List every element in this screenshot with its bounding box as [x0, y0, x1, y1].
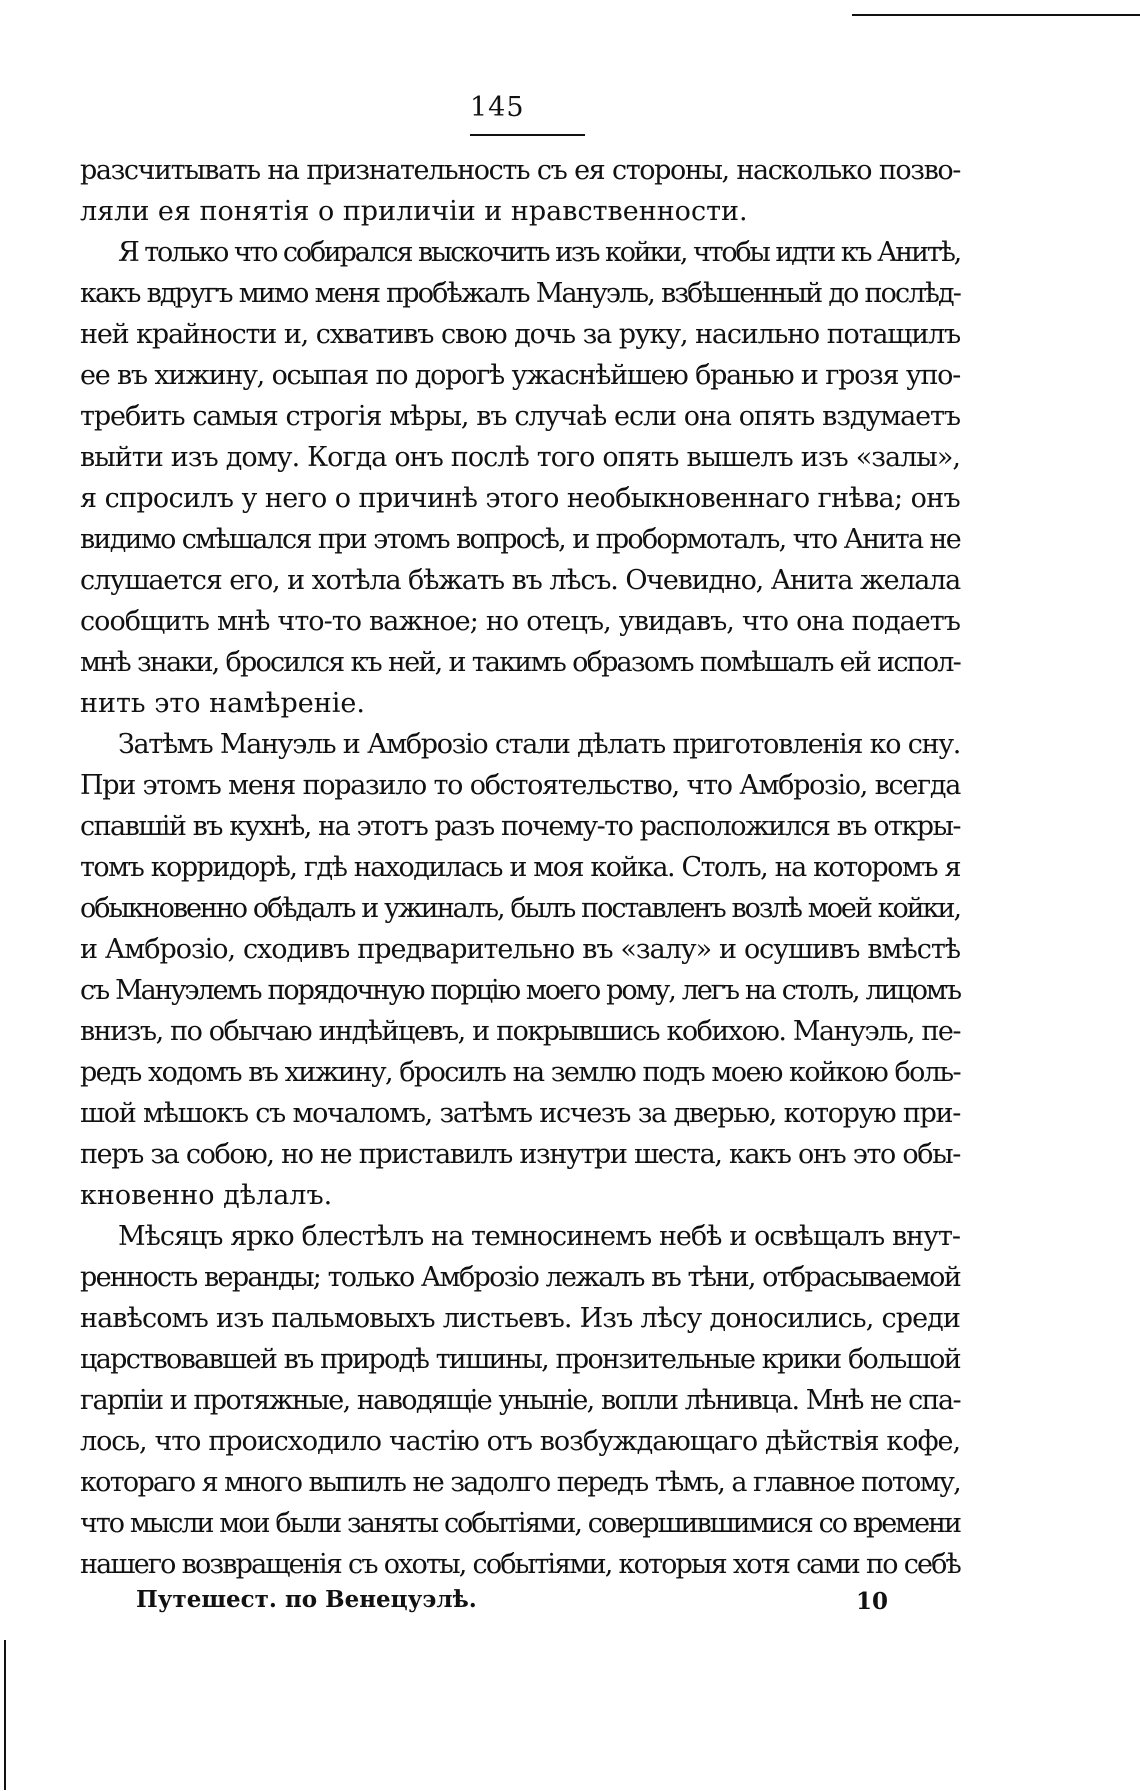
text-line: съ Мануэлемъ порядочную порцію моего рому, легъ на столъ, лицомъ	[80, 975, 960, 1006]
text-line: слушается его, и хотѣла бѣжать въ лѣсъ. Очевидно, Анита желала	[80, 565, 960, 596]
text-line: и Амброзіо, сходивъ предварительно въ «залу» и осушивъ вмѣстѣ	[80, 934, 960, 965]
text-line: При этомъ меня поразило то обстоятельство, что Амброзіо, всегда	[80, 770, 960, 801]
paragraph	[80, 150, 960, 232]
text-line: какъ вдругъ мимо меня пробѣжалъ Мануэль, взбѣшенный до послѣд-	[80, 278, 960, 309]
text-line: Затѣмъ Мануэль и Амброзіо стали дѣлать приготовленія ко сну.	[118, 729, 960, 760]
text-line: царствовавшей въ природѣ тишины, пронзительные крики большой	[80, 1344, 960, 1375]
text-line: редъ ходомъ въ хижину, бросилъ на землю подъ моею койкою боль-	[80, 1057, 960, 1088]
paragraph	[80, 724, 960, 1216]
text-line: шой мѣшокъ съ мочаломъ, затѣмъ исчезъ за дверью, которую при-	[80, 1098, 960, 1129]
text-line: спавшій въ кухнѣ, на этотъ разъ почему-то расположился въ откры-	[80, 811, 960, 842]
scan-edge-left	[4, 1640, 6, 1790]
text-line: видимо смѣшался при этомъ вопросѣ, и пробормоталъ, что Анита не	[80, 524, 960, 555]
running-footer-title: Путешест. по Венецуэлѣ.	[136, 1586, 477, 1613]
text-line: я спросилъ у него о причинѣ этого необыкновеннаго гнѣва; онъ	[80, 483, 960, 514]
paragraph	[80, 232, 960, 724]
text-line: ее въ хижину, осыпая по дорогѣ ужаснѣйшею бранью и грозя упо-	[80, 360, 960, 391]
text-line: сообщить мнѣ что-то важное; но отецъ, увидавъ, что она подаетъ	[80, 606, 960, 637]
text-line: мнѣ знаки, бросился къ ней, и такимъ образомъ помѣшалъ ей испол-	[80, 647, 960, 678]
text-line: навѣсомъ изъ пальмовыхъ листьевъ. Изъ лѣсу доносились, среди	[80, 1303, 960, 1334]
text-line: обыкновенно обѣдалъ и ужиналъ, былъ поставленъ возлѣ моей койки,	[80, 893, 960, 924]
text-line: гарпіи и протяжные, наводящіе уныніе, вопли лѣнивца. Мнѣ не спа-	[80, 1385, 960, 1416]
text-line: нить это намѣреніе.	[80, 688, 365, 719]
text-line: разсчитывать на признательность съ ея стороны, насколько позво-	[80, 155, 960, 186]
text-line: выйти изъ дому. Когда онъ послѣ того опять вышелъ изъ «залы»,	[80, 442, 960, 473]
text-line: перъ за собою, но не приставилъ изнутри шеста, какъ онъ это обы-	[80, 1139, 960, 1170]
text-line: кновенно дѣлалъ.	[80, 1180, 333, 1211]
page-number: 145	[470, 92, 525, 123]
text-line: ляли ея понятія о приличіи и нравственности.	[80, 196, 748, 227]
text-line: требить самыя строгія мѣры, въ случаѣ если она опять вздумаетъ	[80, 401, 960, 432]
text-line: что мысли мои были заняты событіями, совершившимися со времени	[80, 1508, 960, 1539]
scan-edge-top-right	[852, 14, 1140, 16]
signature-mark: 10	[856, 1588, 889, 1615]
text-line: томъ корридорѣ, гдѣ находилась и моя койка. Столъ, на которомъ я	[80, 852, 960, 883]
text-line: ренность веранды; только Амброзіо лежалъ въ тѣни, отбрасываемой	[80, 1262, 960, 1293]
text-line: ней крайности и, схвативъ свою дочь за руку, насильно потащилъ	[80, 319, 960, 350]
text-line: Мѣсяцъ ярко блестѣлъ на темносинемъ небѣ и освѣщалъ внут-	[118, 1221, 960, 1252]
text-line: Я только что собирался выскочить изъ койки, чтобы идти къ Анитѣ,	[118, 237, 960, 268]
text-line: нашего возвращенія съ охоты, событіями, которыя хотя сами по себѣ	[80, 1549, 960, 1580]
text-line: внизъ, по обычаю индѣйцевъ, и покрывшись кобихою. Мануэль, пе-	[80, 1016, 960, 1047]
body-text	[80, 150, 960, 1585]
text-line: лось, что происходило частію отъ возбуждающаго дѣйствія кофе,	[80, 1426, 960, 1457]
text-line: котораго я много выпилъ не задолго передъ тѣмъ, а главное потому,	[80, 1467, 960, 1498]
page-number-rule	[470, 134, 585, 136]
paragraph	[80, 1216, 960, 1585]
